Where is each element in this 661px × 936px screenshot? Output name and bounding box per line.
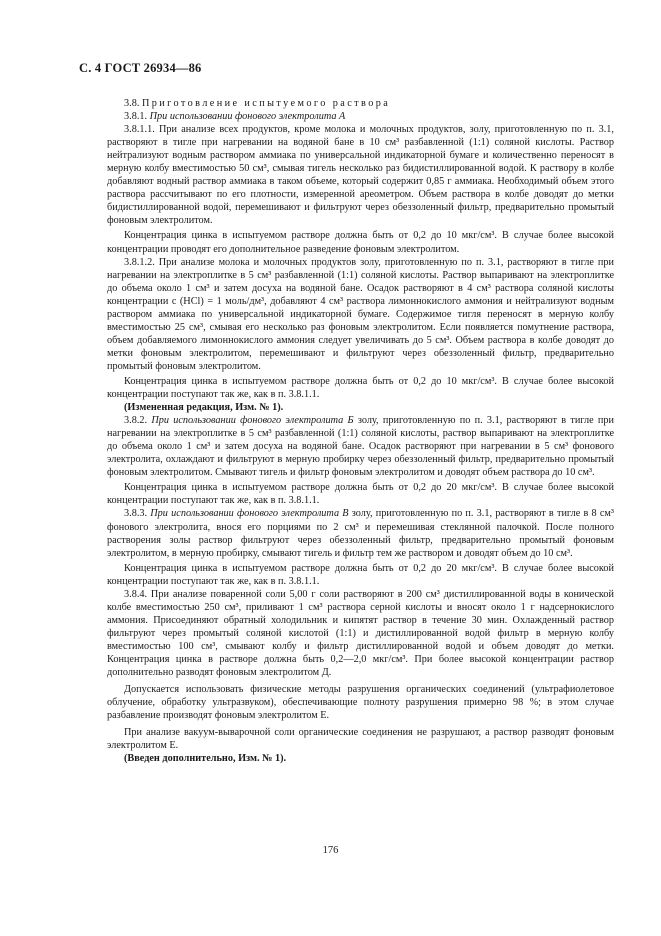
- paragraph-vacuum-salt: При анализе вакуум-выварочной соли органические соединения не разрушают, а раствор разводят фоновым электролитом Е.: [107, 727, 614, 752]
- section-title: При использовании фонового электролита А: [149, 111, 346, 123]
- document-body: [107, 97, 614, 765]
- amendment-note: (Измененная редакция, Изм. № 1).: [124, 402, 284, 414]
- section-text: золу, приготовленную по п. 3.1, растворяют в тигле при нагревании на электроплитке в 5 см³ разбавленной (1:1) соляной кислоты, раствор выпаривают на электроплитке до объема около 1 см³ и затем досуха на водяной бане. Осадок растворяют при нагревании в 5 см³ фонового электролита, охлаждают и фильтруют в мерную пробирку через обеззоленный фильтр, предварительно промытый фоновым электролитом. Смывают тигель и фильтр фоновым электролитом и доводят объем раствора до 10 см³.: [107, 415, 615, 479]
- paragraph-concentration-4: Концентрация цинка в испытуемом растворе должна быть от 0,2 до 20 мкг/см³. В случае более высокой концентрации поступают так же, как в п. 3.8.1.1.: [107, 562, 614, 587]
- section-number: 3.8.2.: [124, 415, 152, 427]
- section-title: Приготовление испытуемого раствора: [141, 98, 391, 109]
- page-header: С. 4 ГОСТ 26934—86: [79, 61, 202, 75]
- section-3-8-heading: [107, 97, 614, 110]
- section-3-8-1-heading: [107, 110, 614, 123]
- paragraph-physical-methods: Допускается использовать физические методы разрушения органических соединений (ультрафиолетовое облучение, обработку ультразвуком), обеспечивающие полноту разрушения примерно 98 %; в этом случае разбавление производят фоновым электролитом Е.: [107, 684, 614, 722]
- paragraph-3-8-2: [107, 414, 614, 479]
- paragraph-concentration-3: Концентрация цинка в испытуемом растворе должна быть от 0,2 до 20 мкг/см³. В случае более высокой концентрации поступают так же, как в п. 3.8.1.1.: [107, 482, 614, 507]
- section-emphasis: При использовании фонового электролита Б: [151, 415, 354, 427]
- section-number: 3.8.: [124, 98, 142, 109]
- section-number: 3.8.1.: [124, 111, 150, 123]
- paragraph-3-8-1-2: 3.8.1.2. При анализе молока и молочных продуктов золу, приготовленную по п. 3.1, растворяют в тигле при нагревании на электроплитке в 5 см³ разбавленной (1:1) соляной кислоты. Раствор выпаривают на электроплитке до объема около 1 см³ и затем досуха на водяной бане. Осадок растворяют в 4 см³ раствора соляной кислоты концентрации с (HCl) = 1 моль/дм³, добавляют 4 см³ раствора лимоннокислого аммония и нейтрализуют водным раствором аммиака по универсальной индикаторной бумаге. Содержимое тигля переносят в мерную колбу вместимостью 25 см³, смывая его несколько раз фоновым электролитом. Если появляется помутнение раствора, объем добавляемого лимоннокислого аммония следует увеличивать до 5 см³. Объем раствора в колбе доводят до метки фоновым электролитом, перемешивают и фильтруют через обеззоленный фильтр, предварительно промытый фоновым электролитом.: [107, 256, 614, 372]
- section-emphasis: При использовании фонового электролита В: [150, 508, 349, 520]
- section-number: 3.8.3.: [124, 508, 151, 520]
- paragraph-concentration-2: Концентрация цинка в испытуемом растворе должна быть от 0,2 до 10 мкг/см³. В случае более высокой концентрации поступают так же, как в п. 3.8.1.1.: [107, 375, 614, 401]
- paragraph-3-8-3: [107, 507, 614, 559]
- paragraph-3-8-4: 3.8.4. При анализе поваренной соли 5,00 г соли растворяют в 200 см³ дистиллированной воды в конической колбе вместимостью 250 см³, приливают 1 см³ раствора серной кислоты и вносят около 1 г надсернокислого аммония. Присоединяют обратный холодильник и кипятят раствор в течение 30 мин. Охлажденный раствор фильтруют через промытый соляной кислотой (1:1) и дистиллированной водой фильтр в мерную колбу вместимостью 100 см³, смывают колбу и фильтр дистиллированной водой и объем доводят до метки. Концентрация цинка в растворе должна быть 0,2—2,0 мкг/см³. При более высокой концентрации раствор дополнительно разводят фоновым электролитом Д.: [107, 588, 614, 679]
- page-number: 176: [322, 845, 339, 856]
- section-text: золу, приготовленную по п. 3.1, растворяют в тигле в 8 см³ фонового электролита, внося его порциями по 2 см³ и перемешивая стеклянной палочкой. После полного растворения золы раствор фильтруют через обеззоленный фильтр, предварительно промытый фоновым электролитом, в мерную пробирку, смывают тигель и фильтр тем же раствором и доводят объем до 10 см³.: [107, 508, 614, 559]
- amendment-note: (Введен дополнительно, Изм. № 1).: [124, 753, 287, 765]
- paragraph-3-8-1-1: 3.8.1.1. При анализе всех продуктов, кроме молока и молочных продуктов, золу, приготовленную по п. 3.1, растворяют в тигле при нагревании на водяной бане в 10 см³ разбавленной (1:1) соляной кислоты. Раствор нейтрализуют водным раствором аммиака по универсальной индикаторной бумаге и количественно переносят в мерную колбу вместимостью 50 см³, смывая тигель несколько раз бидистиллированной водой. К раствору в колбе добавляют водный раствор аммиака в таком объеме, который содержит 0,85 г аммиака. Необходимый объем этого раствора рассчитывают по его плотности, измеренной ареометром. Объем раствора в колбе доводят до метки бидистиллированной водой, перемешивают и фильтруют через обеззоленный фильтр, предварительно промытый фоновым электролитом.: [107, 124, 614, 227]
- paragraph-concentration-1: Концентрация цинка в испытуемом растворе должна быть от 0,2 до 10 мкг/см³. В случае более высокой концентрации проводят его дополнительное разведение фоновым электролитом.: [107, 230, 614, 255]
